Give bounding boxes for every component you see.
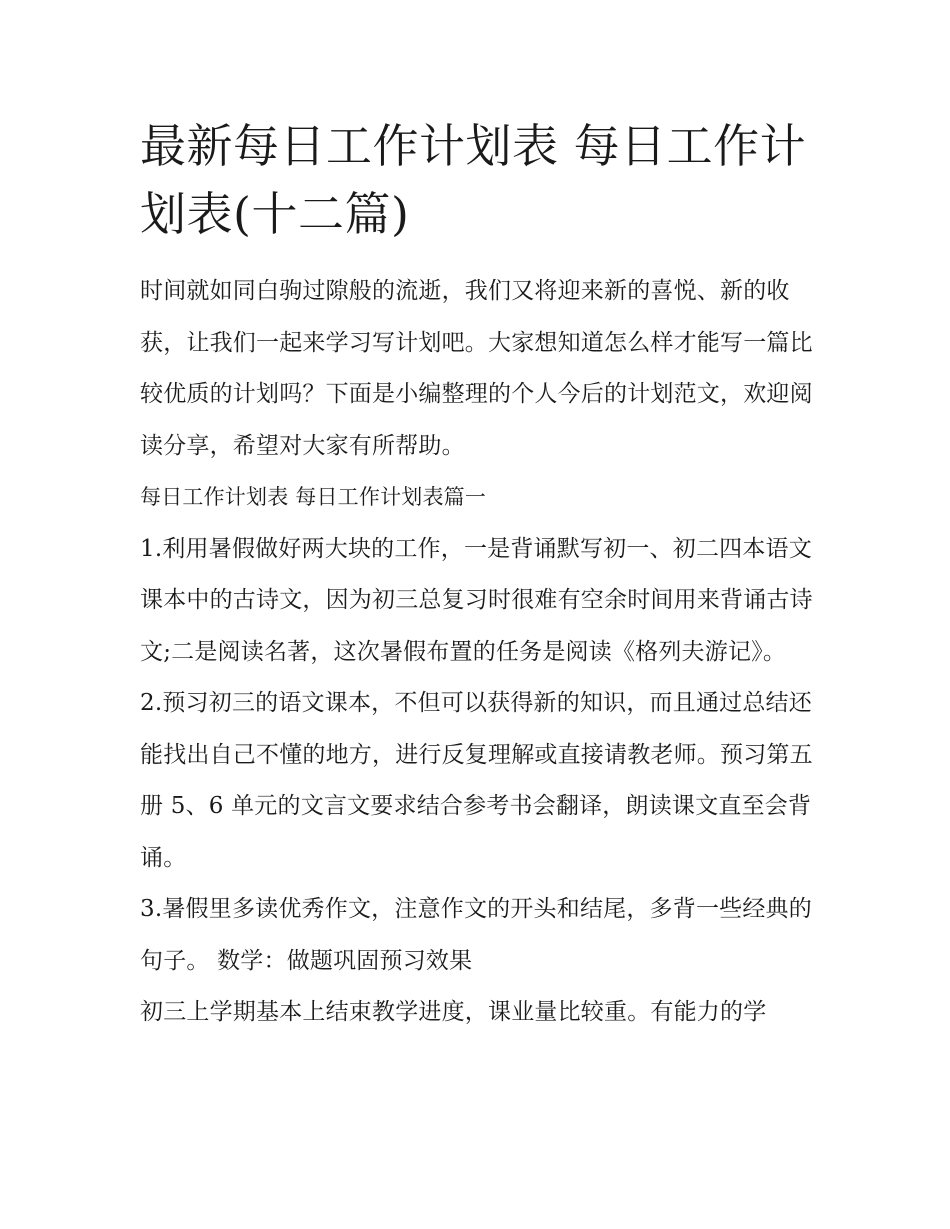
section-heading: 每日工作计划表 每日工作计划表篇一 [140,485,487,509]
paragraph-item-3: 3.暑假里多读优秀作文，注意作文的开头和结尾，多背一些经典的句子。 数学：做题巩固预习效果 [140,896,812,974]
paragraph-item-2: 2.预习初三的语文课本，不但可以获得新的知识，而且通过总结还能找出自己不懂的地方，进行反复理解或直接请教老师。预习第五册 5、6 单元的文言文要求结合参考书会翻译，朗读课文直至会背诵。 [140,690,813,871]
document-title: 最新每日工作计划表 每日工作计划表(十二篇) [140,119,807,241]
paragraph-item-1: 1.利用暑假做好两大块的工作，一是背诵默写初一、初二四本语文课本中的古诗文，因为初三总复习时很难有空余时间用来背诵古诗文;二是阅读名著，这次暑假布置的任务是阅读《格列夫游记》。 [140,535,813,665]
document-page [140,112,820,1039]
intro-paragraph: 时间就如同白驹过隙般的流逝，我们又将迎来新的喜悦、新的收获，让我们一起来学习写计划吧。大家想知道怎么样才能写一篇比较优质的计划吗？下面是小编整理的个人今后的计划范文，欢迎阅读分享，希望对大家有所帮助。 [140,278,813,459]
paragraph-continued: 初三上学期基本上结束教学进度，课业量比较重。有能力的学 [140,999,767,1025]
